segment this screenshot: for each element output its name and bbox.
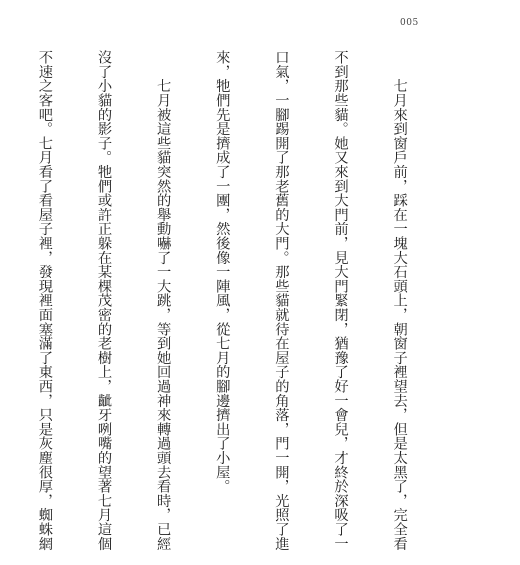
vertical-text-body bbox=[0, 50, 448, 551]
text-column: 沒了小貓的影子。牠們或許正躲在某棵茂密的老樹上，齜牙咧嘴的望著七月這個 bbox=[96, 50, 113, 551]
text-column: 七月來到窗戶前，踩在一塊大石頭上，朝窗子裡望去，但是太黑了，完全看 bbox=[391, 50, 408, 551]
page-number: 005 bbox=[400, 18, 419, 28]
text-column: 不到那些貓。她又來到大門前，見大門緊閉，猶豫了好一會兒，才終於深吸了一 bbox=[332, 50, 349, 551]
text-column: 來，牠們先是擠成了一團，然後像一陣風，從七月的腳邊擠出了小屋。 bbox=[214, 50, 231, 494]
text-column: 七月被這些貓突然的舉動嚇了一大跳，等到她回過神來轉過頭去看時，已經 bbox=[155, 50, 172, 551]
text-column: 口氣，一腳踢開了那老舊的大門。那些貓就待在屋子的角落，門一開，光照了進 bbox=[273, 50, 290, 551]
text-column: 不速之客吧。七月看了看屋子裡，發現裡面塞滿了東西，只是灰塵很厚，蜘蛛網 bbox=[36, 50, 53, 551]
